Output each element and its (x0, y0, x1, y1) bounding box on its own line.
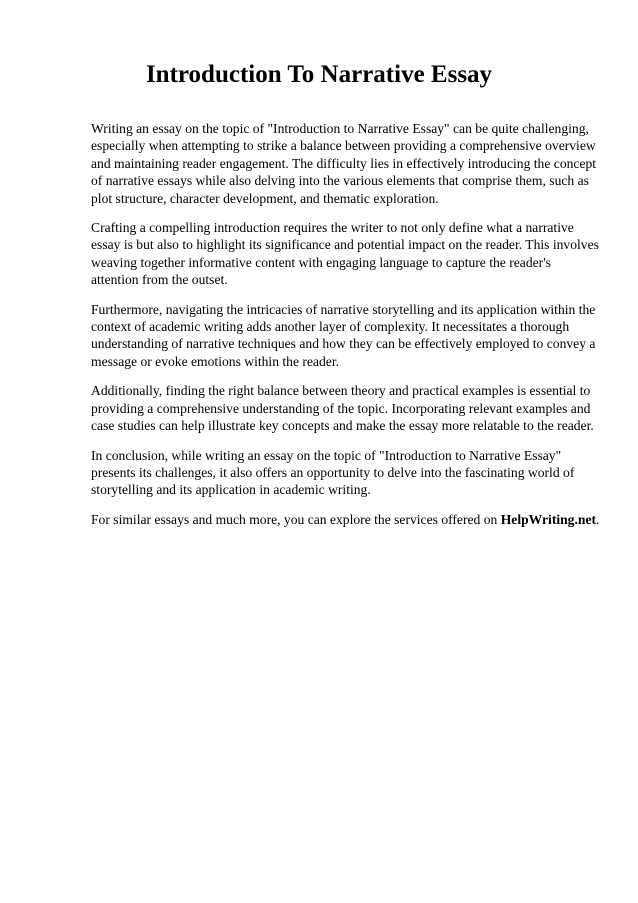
helpwriting-link[interactable]: HelpWriting.net (500, 511, 597, 527)
paragraph-3: Furthermore, navigating the intricacies of narrative storytelling and its application within the context of academic writing adds another layer of complexity. It necessitates a thorough understanding of narrative techniques and how they can be effectively employed to convey a message or evoke emotions within the reader. (91, 301, 596, 369)
document-title: Introduction To Narrative Essay (145, 61, 493, 88)
closing-text: For similar essays and much more, you can explore the services offered on (91, 511, 501, 527)
paragraph-1: Writing an essay on the topic of "Introduction to Narrative Essay" can be quite challenging, especially when attempting to strike a balance between providing a comprehensive overview and maintaining reader engagement. The difficulty lies in effectively introducing the concept of narrative essays while also delving into the various elements that comprise them, such as plot structure, character development, and thematic exploration. (91, 121, 597, 206)
document-body (91, 120, 601, 540)
paragraph-4: Additionally, finding the right balance between theory and practical examples is essential to providing a comprehensive understanding of the topic. Incorporating relevant examples and case studies can help illustrate key concepts and make the essay more relatable to the reader. (91, 383, 594, 434)
paragraph-5: In conclusion, while writing an essay on the topic of "Introduction to Narrative Essay" presents its challenges, it also offers an opportunity to delve into the fascinating world of storytelling and its application in academic writing. (91, 447, 575, 498)
paragraph-2: Crafting a compelling introduction requires the writer to not only define what a narrative essay is but also to highlight its significance and potential impact on the reader. This involves weaving together informative content with engaging language to capture the reader's attention from the outset. (91, 220, 599, 288)
closing-paragraph (91, 511, 601, 528)
closing-period: . (596, 511, 600, 527)
